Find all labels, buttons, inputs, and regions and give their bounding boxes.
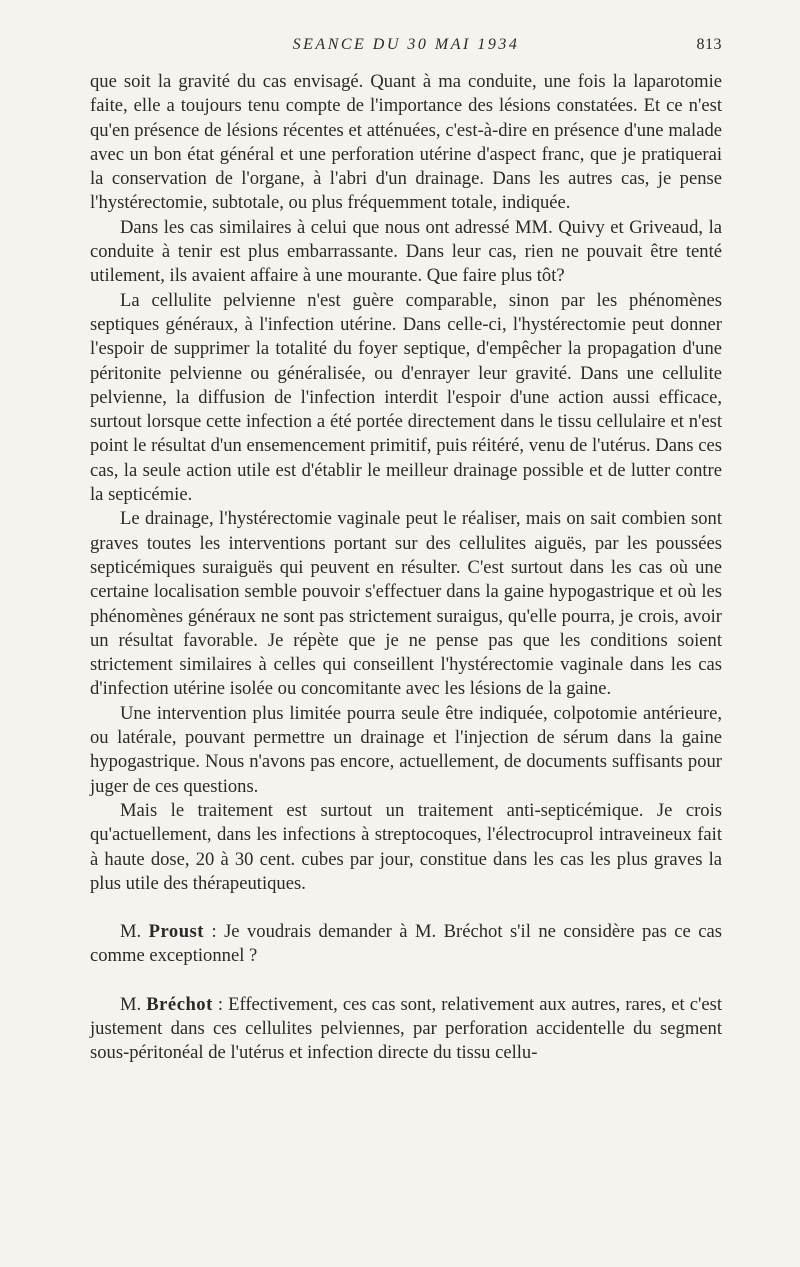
speaker-name: Bréchot — [146, 993, 213, 1015]
intervention-text: : Effectivement, ces cas sont, relativement aux autres, rares, et c'est justement dans ces cellulites pelviennes, par perforation accidentelle du segment sous-péritonéal de l'utérus et infection directe du tissu cellu- — [90, 993, 722, 1064]
intervention-proust — [90, 920, 722, 969]
speaker-title: M. — [120, 993, 147, 1015]
paragraph: Dans les cas similaires à celui que nous ont adressé MM. Quivy et Griveaud, la conduite à tenir est plus embarrassante. Dans leur cas, rien ne pouvait être tenté utilement, ils avaient affaire à une mourante. Que faire plus tôt? — [90, 216, 722, 287]
running-title: SEANCE DU 30 MAI 1934 — [292, 36, 520, 53]
running-header — [90, 32, 722, 56]
body-text — [90, 70, 722, 1066]
intervention-text: : Je voudrais demander à M. Bréchot s'il ne considère pas ce cas comme exceptionnel ? — [90, 921, 722, 967]
page-number: 813 — [696, 36, 722, 53]
speaker-name: Proust — [148, 921, 204, 943]
intervention-brechot — [90, 993, 722, 1066]
paragraph: La cellulite pelvienne n'est guère comparable, sinon par les phénomènes septiques généraux, à l'infection utérine. Dans celle-ci, l'hystérectomie peut donner l'espoir de supprimer la totalité du foyer septique, d'empêcher la propagation d'une péritonite pelvienne ou généralisée, ou d'enrayer leur gravité. Dans une cellulite pelvienne, la diffusion de l'infection interdit l'espoir d'une action aussi efficace, surtout lorsque cette infection a été portée directement dans le tissu cellulaire et n'est point le résultat d'un ensemencement primitif, puis réitéré, venu de l'utérus. Dans ces cas, la seule action utile est d'établir le meilleur drainage possible et de lutter contre la septicémie. — [90, 289, 722, 506]
paragraph: Le drainage, l'hystérectomie vaginale peut le réaliser, mais on sait combien sont graves toutes les interventions portant sur des cellulites aiguës, par les poussées septicémiques suraiguës qui peuvent en résulter. C'est surtout dans les cas où une certaine localisation semble pouvoir s'effectuer dans la gaine hypogastrique et où les phénomènes généraux ne sont pas strictement suraigus, qu'elle pourra, je crois, avoir un résultat favorable. Je répète que je ne pense pas que les conditions soient strictement similaires à celles qui conseillent l'hystérectomie vaginale dans les cas d'infection utérine isolée ou concomitante avec les lésions de la gaine. — [90, 508, 722, 700]
paragraph: Mais le traitement est surtout un traitement anti-septicémique. Je crois qu'actuellement, dans les infections à streptocoques, l'électrocuprol intraveineux fait à haute dose, 20 à 30 cent. cubes par jour, constitue dans les cas les plus graves la plus utile des thérapeutiques. — [90, 799, 722, 894]
paragraph: Une intervention plus limitée pourra seule être indiquée, colpotomie antérieure, ou latérale, pouvant permettre un drainage et l'injection de sérum dans la gaine hypogastrique. Nous n'avons pas encore, actuellement, de documents suffisants pour juger de ces questions. — [90, 702, 722, 797]
paragraph-continued: que soit la gravité du cas envisagé. Quant à ma conduite, une fois la laparotomie faite, elle a toujours tenu compte de l'importance des lésions constatées. Et ce n'est qu'en présence de lésions récentes et atténuées, c'est-à-dire en présence d'une malade avec un bon état général et une perforation utérine d'aspect franc, que je pratiquerai la conservation de l'organe, à l'abri d'un drainage. Dans les autres cas, je pense l'hystérectomie, subtotale, ou plus fréquemment totale, indiquée. — [90, 71, 722, 214]
speaker-title: M. — [120, 921, 149, 943]
